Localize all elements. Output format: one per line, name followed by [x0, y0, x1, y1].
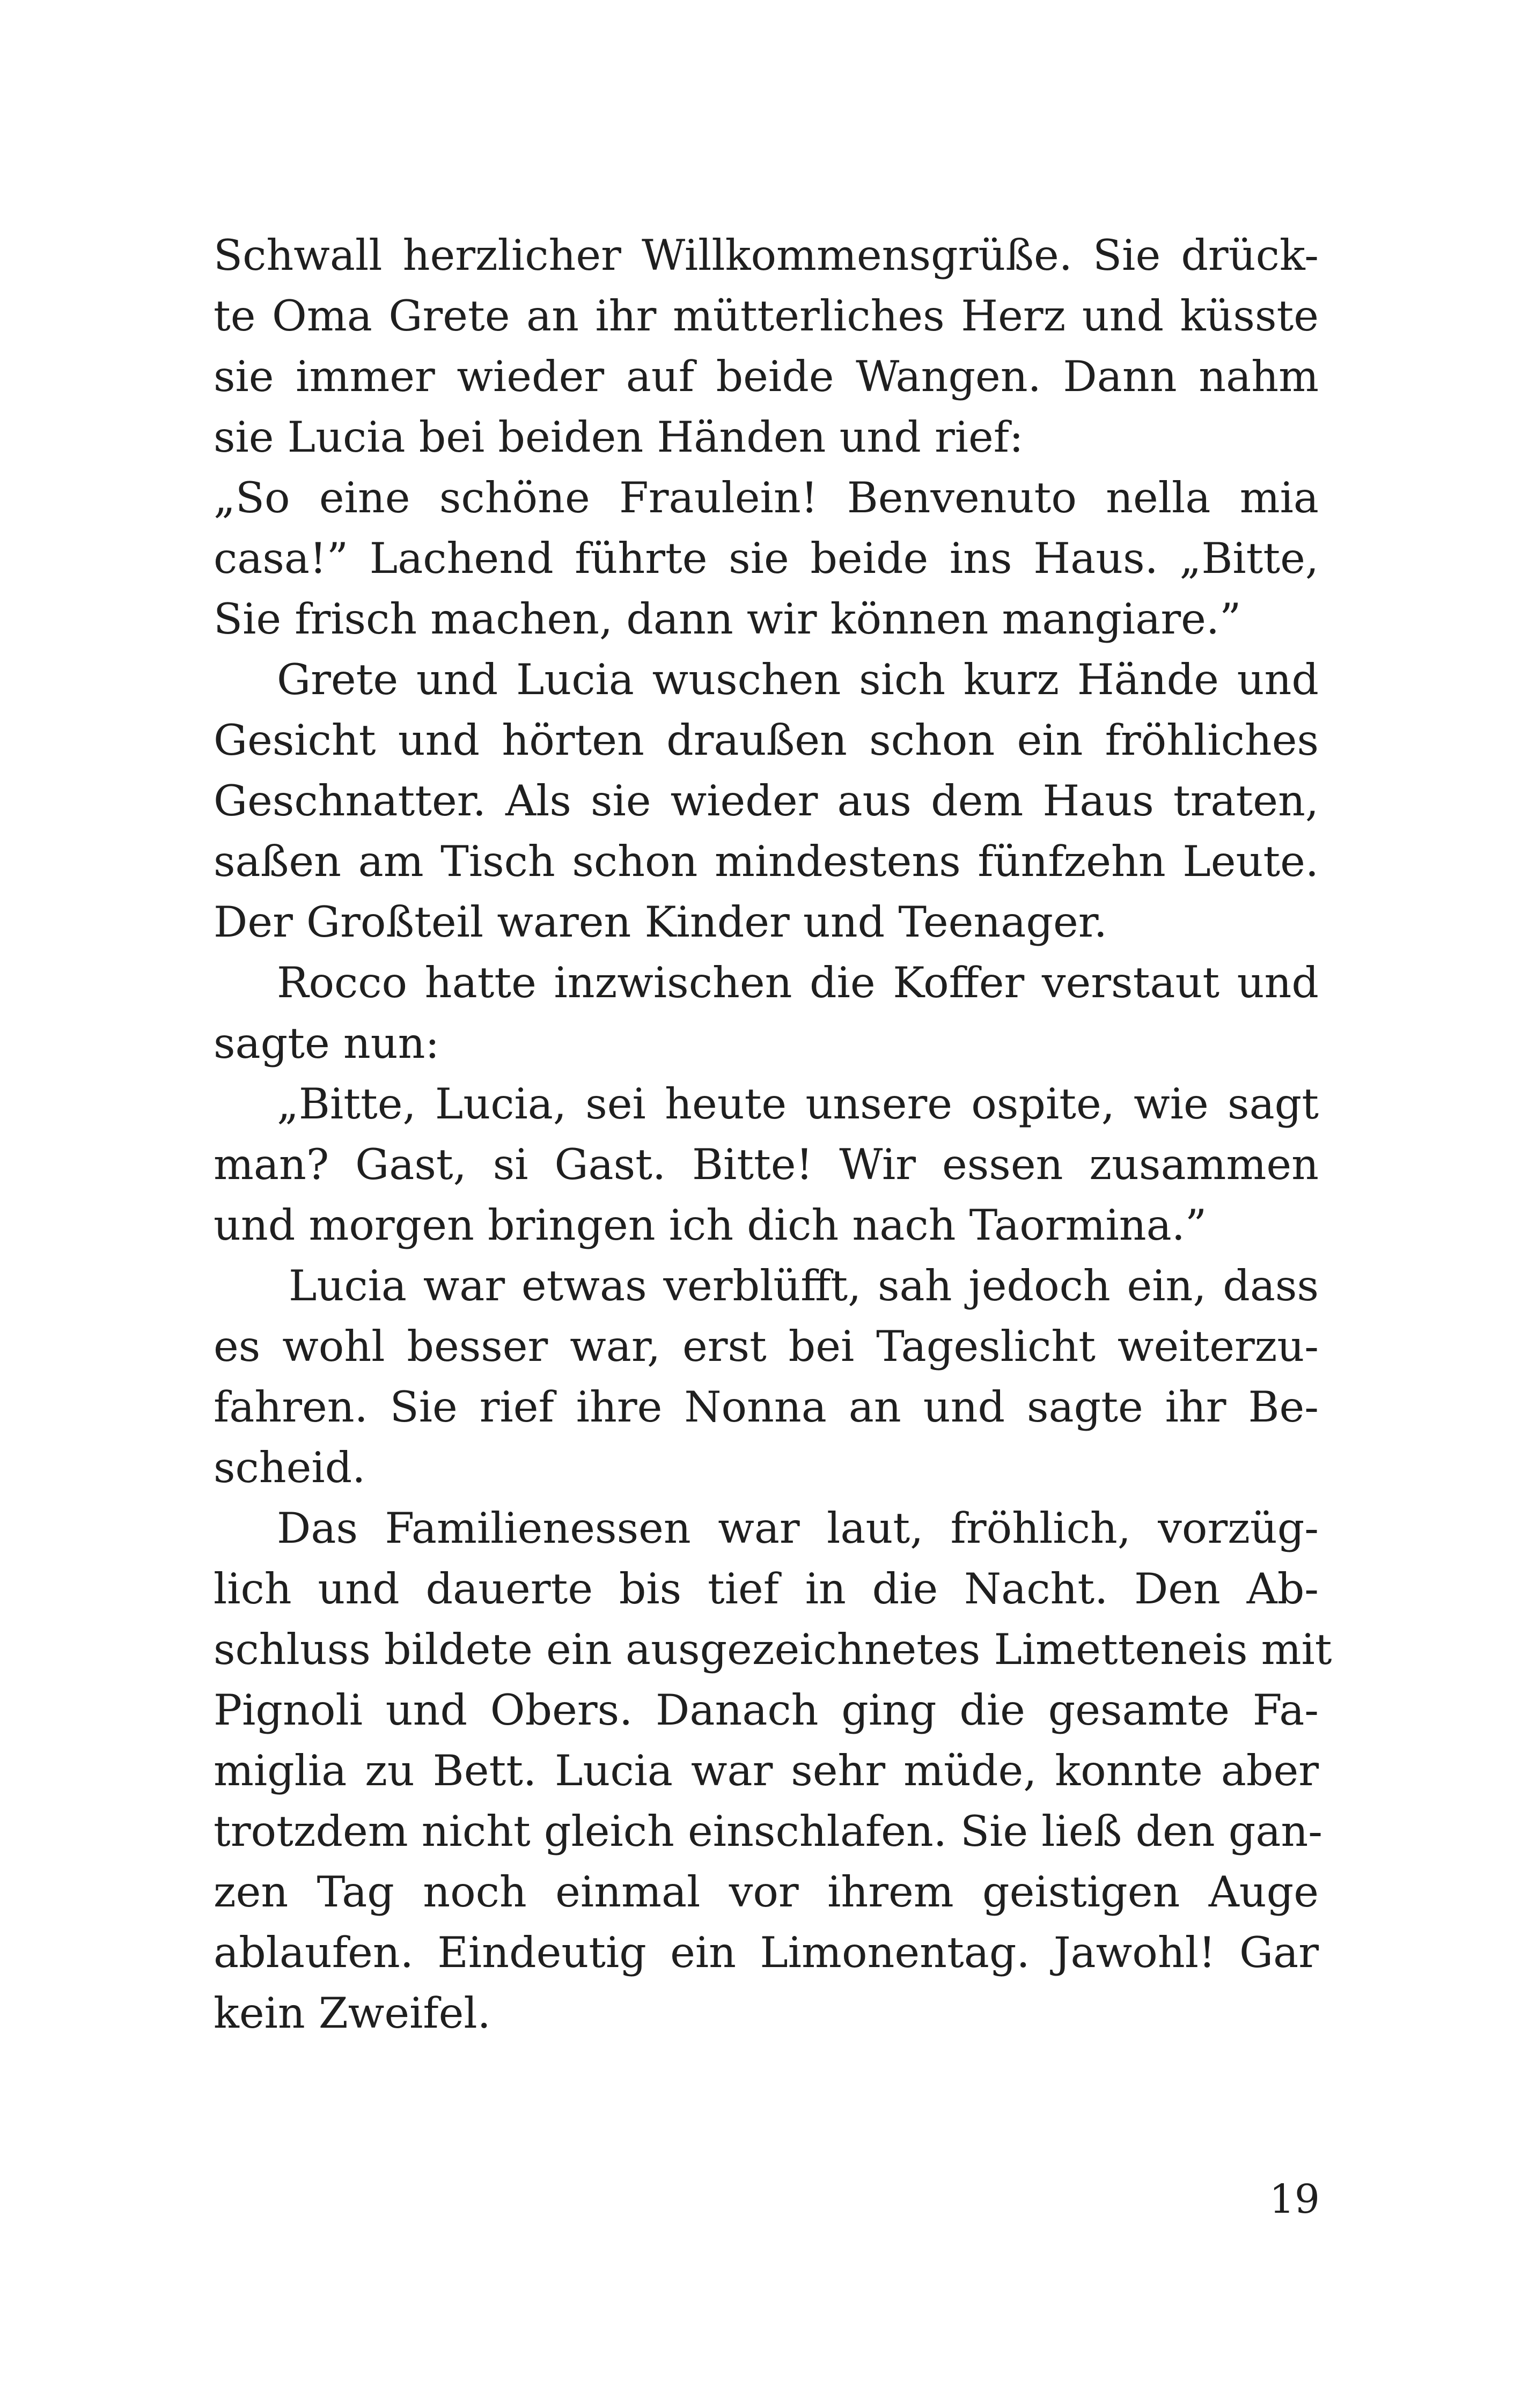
text-line: Grete und Lucia wuschen sich kurz Hände und — [277, 655, 1319, 704]
text-line: zen Tag noch einmal vor ihrem geistigen Auge — [214, 1867, 1319, 1917]
text-line: fahren. Sie rief ihre Nonna an und sagte ihr Be- — [214, 1382, 1319, 1432]
text-line: sie immer wieder auf beide Wangen. Dann nahm — [214, 352, 1319, 401]
text-line: „Bitte, Lucia, sei heute unsere ospite, wie sagt — [277, 1079, 1319, 1129]
text-line: Lucia war etwas verblüfft, sah jedoch ein, dass — [289, 1261, 1319, 1310]
text-line: und morgen bringen ich dich nach Taormina.” — [214, 1201, 1207, 1250]
text-line: lich und dauerte bis tief in die Nacht. Den Ab- — [214, 1564, 1319, 1614]
text-line: kein Zweifel. — [214, 1989, 491, 2038]
text-line: Der Großteil waren Kinder und Teenager. — [214, 897, 1107, 947]
text-line: schluss bildete ein ausgezeichnetes Limetteneis mit — [214, 1625, 1332, 1674]
text-line: Sie frisch machen, dann wir können mangiare.” — [214, 594, 1241, 644]
text-line: ablaufen. Eindeutig ein Limonentag. Jawohl! Gar — [214, 1928, 1319, 1977]
text-line: Geschnatter. Als sie wieder aus dem Haus traten, — [214, 776, 1319, 826]
text-line: Rocco hatte inzwischen die Koffer verstaut und — [277, 958, 1319, 1007]
text-line: Pignoli und Obers. Danach ging die gesamte Fa- — [214, 1685, 1319, 1735]
text-line: Gesicht und hörten draußen schon ein fröhliches — [214, 716, 1319, 765]
text-line: scheid. — [214, 1443, 366, 1492]
text-line: es wohl besser war, erst bei Tageslicht weiterzu- — [214, 1322, 1319, 1371]
text-line: te Oma Grete an ihr mütterliches Herz und küsste — [214, 291, 1319, 341]
text-line: sie Lucia bei beiden Händen und rief: — [214, 413, 1024, 462]
text-line: man? Gast, si Gast. Bitte! Wir essen zusammen — [214, 1140, 1319, 1189]
text-line: miglia zu Bett. Lucia war sehr müde, konnte aber — [214, 1746, 1319, 1795]
text-line: trotzdem nicht gleich einschlafen. Sie ließ den gan- — [214, 1807, 1322, 1856]
page-number: 19 — [1269, 2176, 1320, 2222]
text-line: Schwall herzlicher Willkommensgrüße. Sie drück- — [214, 231, 1319, 280]
text-line: „So eine schöne Fraulein! Benvenuto nella mia — [214, 473, 1319, 522]
text-line: casa!” Lachend führte sie beide ins Haus. „Bitte, — [214, 534, 1319, 583]
text-line: Das Familienessen war laut, fröhlich, vorzüg- — [277, 1504, 1319, 1553]
text-line: saßen am Tisch schon mindestens fünfzehn Leute. — [214, 837, 1319, 886]
text-line: sagte nun: — [214, 1019, 440, 1068]
